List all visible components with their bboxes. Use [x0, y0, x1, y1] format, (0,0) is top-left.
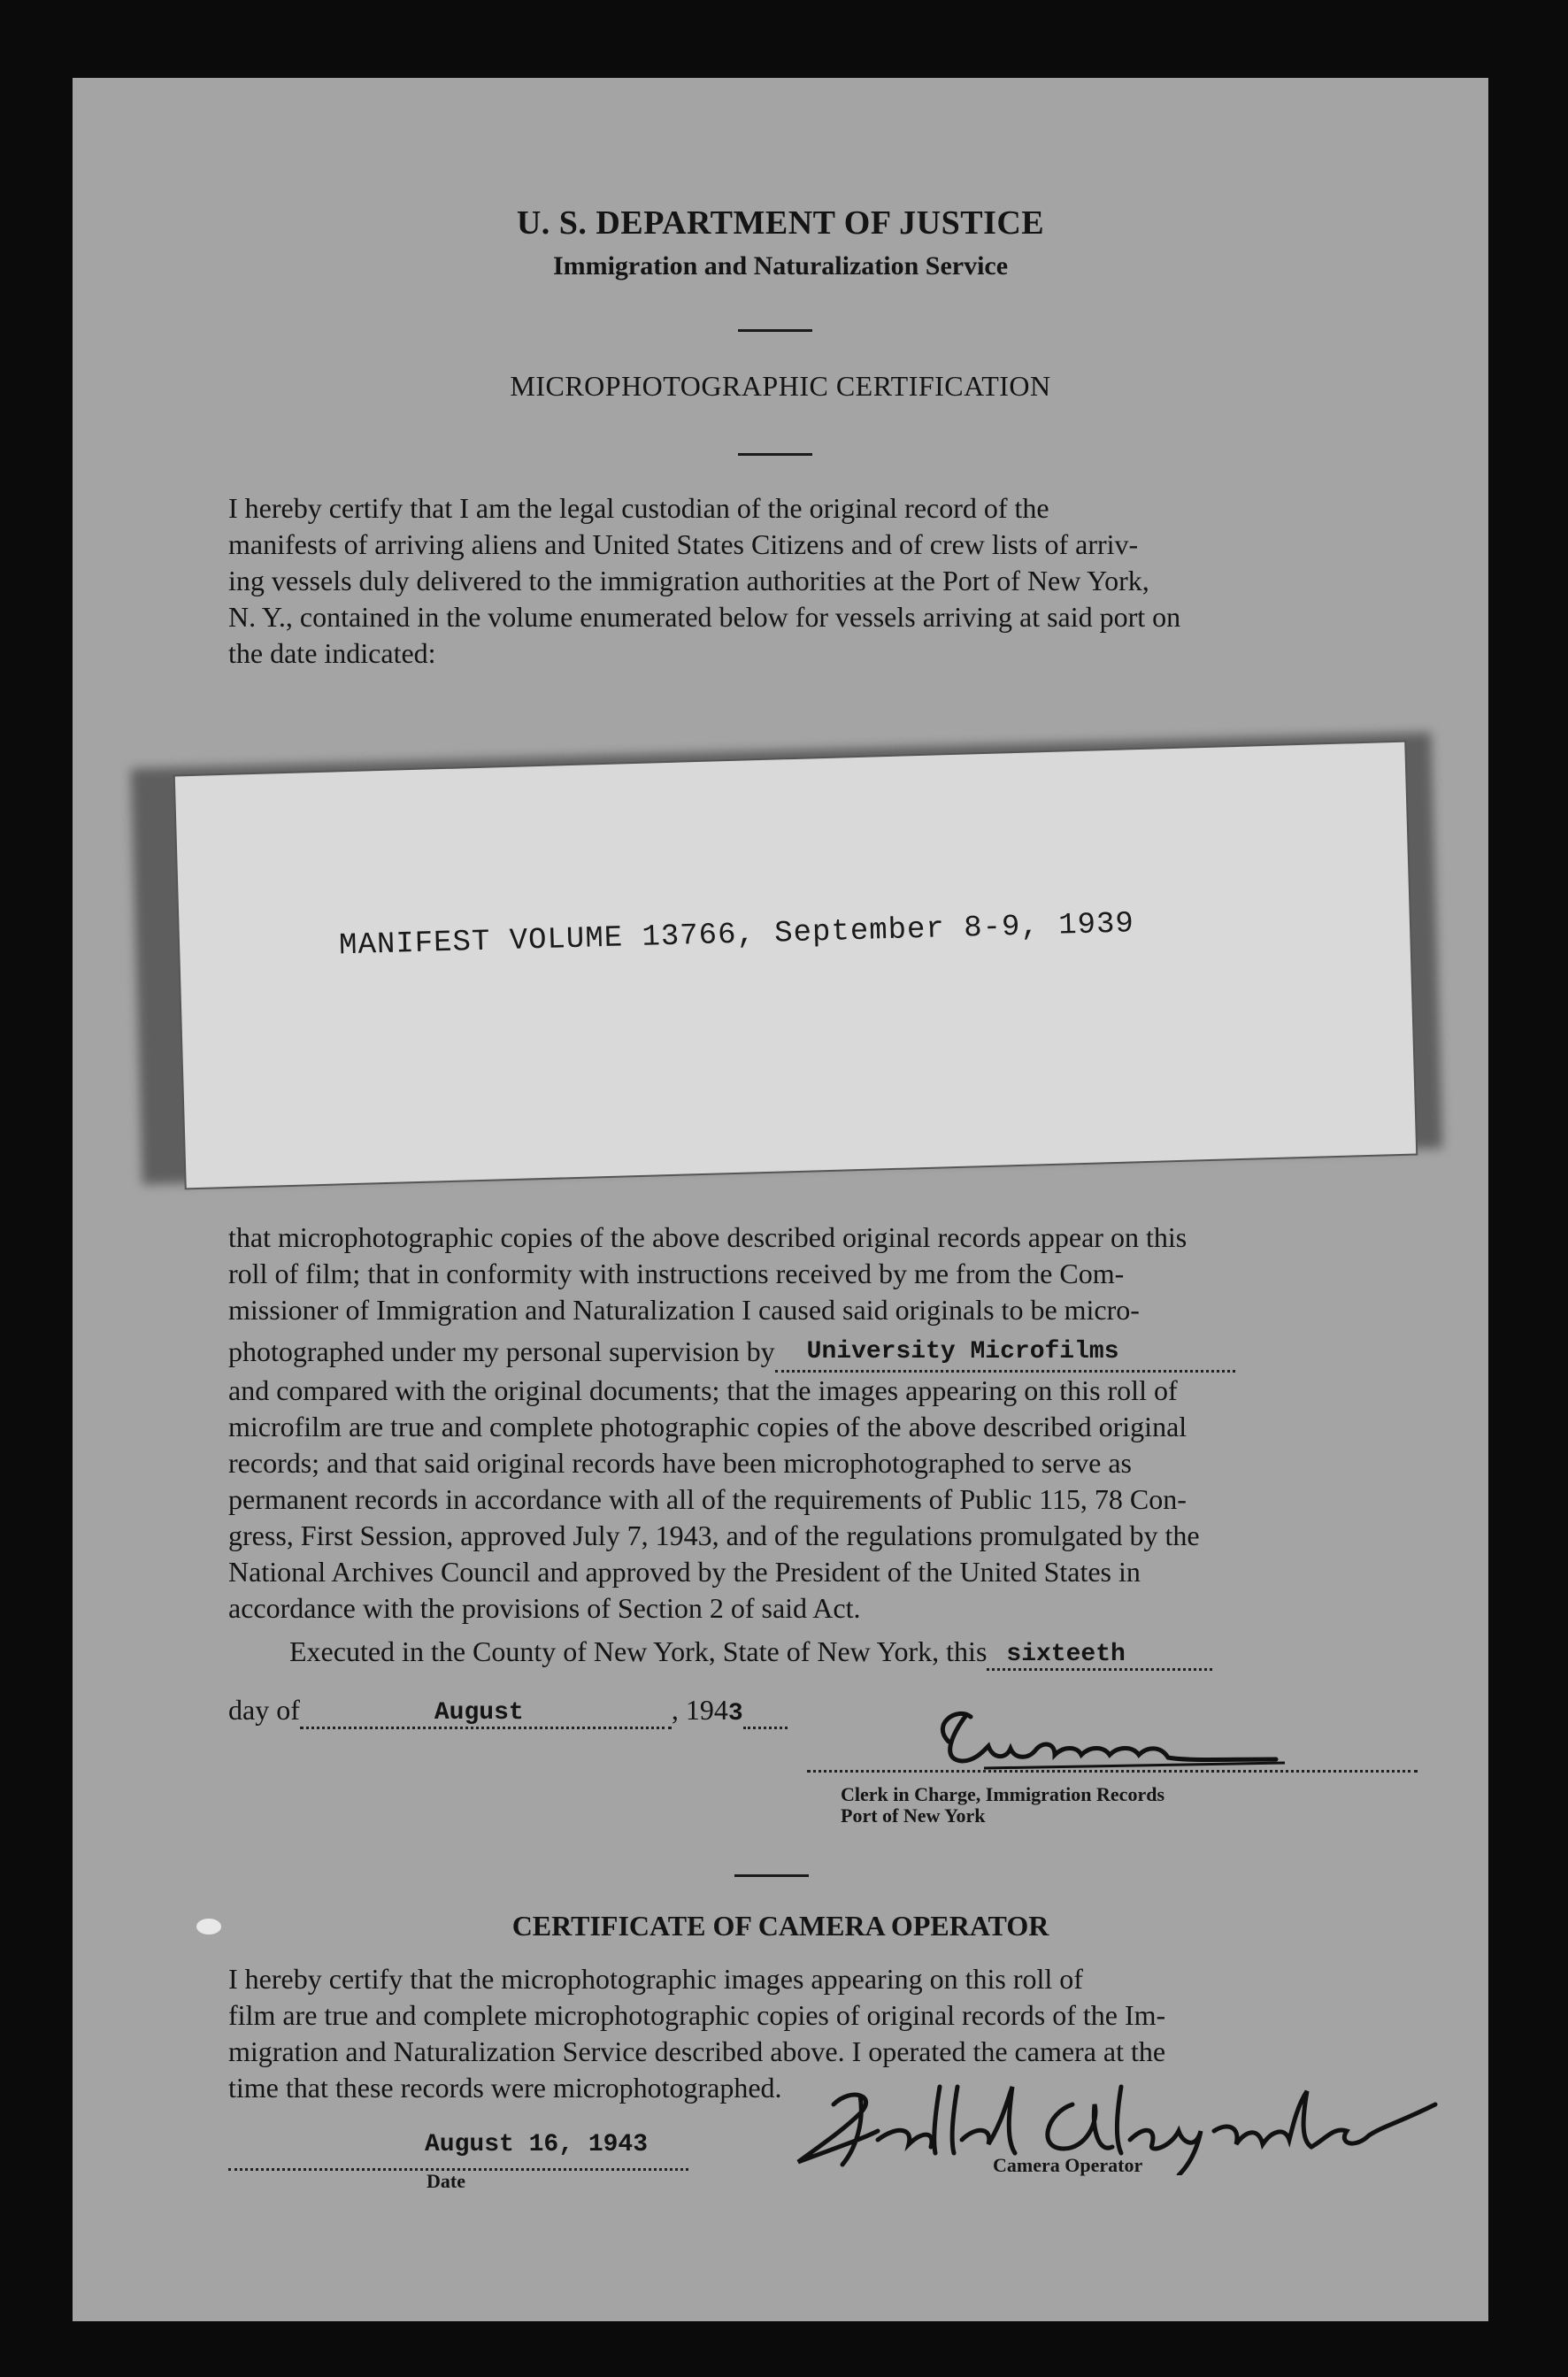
heading-divider [738, 329, 812, 332]
body-line-supervision [228, 1334, 1414, 1373]
body-line: missioner of Immigration and Naturalization I caused said originals to be micro- [228, 1294, 1140, 1326]
year-trailing-dots [743, 1694, 788, 1729]
body-line: that microphotographic copies of the above described original records appear on this [228, 1221, 1188, 1253]
clerk-signature [922, 1706, 1294, 1777]
day-of-label: day of [228, 1694, 300, 1726]
microfilm-company-value: University Microfilms [806, 1338, 1119, 1365]
execution-prefix: Executed in the County of New York, State of New York, this [289, 1635, 988, 1667]
clerk-office: Port of New York [841, 1804, 986, 1827]
section-divider [734, 1874, 809, 1877]
certificate-sheet [73, 78, 1488, 2321]
date-label: Date [427, 2170, 465, 2192]
body-paragraph [228, 1219, 1414, 1627]
intro-paragraph [228, 490, 1405, 672]
manifest-volume-slip [175, 742, 1416, 1188]
intro-line: I hereby certify that I am the legal custodian of the original record of the [228, 492, 1049, 524]
service-heading: Immigration and Naturalization Service [552, 251, 1009, 281]
title-divider [738, 453, 812, 456]
body-line: permanent records in accordance with all of the requirements of Public 115, 78 Con- [228, 1483, 1187, 1515]
year-digit: 3 [727, 1700, 743, 1727]
camera-operator-label: Camera Operator [993, 2154, 1143, 2176]
certification-title: MICROPHOTOGRAPHIC CERTIFICATION [510, 370, 1051, 402]
manifest-volume-text: MANIFEST VOLUME 13766, September 8-9, 1939 [338, 907, 1135, 964]
execution-day-field [987, 1635, 1212, 1671]
clerk-title: Clerk in Charge, Immigration Records [841, 1783, 1165, 1805]
supervision-prefix: photographed under my personal supervision by [228, 1335, 775, 1367]
camera-line: time that these records were microphotographed. [228, 2072, 782, 2104]
body-line: records; and that said original records have been microphotographed to serve as [228, 1447, 1132, 1479]
intro-line: the date indicated: [228, 637, 436, 669]
execution-day-value: sixteeth [1006, 1641, 1126, 1668]
body-line: and compared with the original documents; that the images appearing on this roll of [228, 1374, 1178, 1406]
month-value: August [434, 1699, 524, 1727]
body-line: gress, First Session, approved July 7, 1943, and of the regulations promulgated by the [228, 1519, 1200, 1551]
clerk-signature-line [807, 1770, 1418, 1773]
body-line: microfilm are true and complete photographic copies of the above described original [228, 1411, 1188, 1442]
intro-line: N. Y., contained in the volume enumerated below for vessels arriving at said port on [228, 601, 1181, 633]
paper-blemish [196, 1919, 221, 1935]
camera-certificate-title: CERTIFICATE OF CAMERA OPERATOR [511, 1910, 1049, 1942]
intro-line: manifests of arriving aliens and United States Citizens and of crew lists of arriv- [228, 528, 1139, 560]
year-prefix: , 194 [671, 1694, 728, 1726]
date-value: August 16, 1943 [425, 2131, 649, 2158]
intro-line: ing vessels duly delivered to the immigration authorities at the Port of New York, [228, 565, 1149, 596]
body-line: accordance with the provisions of Section 2 of said Act. [228, 1592, 861, 1624]
day-of-line [228, 1694, 788, 1729]
camera-line: migration and Naturalization Service described above. I operated the camera at the [228, 2035, 1166, 2067]
month-field [300, 1694, 672, 1729]
body-line: roll of film; that in conformity with instructions received by me from the Com- [228, 1258, 1125, 1289]
microfilm-company-field [775, 1334, 1235, 1373]
camera-line: film are true and complete microphotographic copies of original records of the Im- [228, 1999, 1166, 2031]
body-line: National Archives Council and approved by the President of the United States in [228, 1556, 1141, 1588]
camera-line: I hereby certify that the microphotographic images appearing on this roll of [228, 1963, 1083, 1995]
department-heading: U. S. DEPARTMENT OF JUSTICE [516, 204, 1045, 242]
clerk-caption [841, 1784, 1164, 1827]
execution-line [289, 1635, 1414, 1671]
